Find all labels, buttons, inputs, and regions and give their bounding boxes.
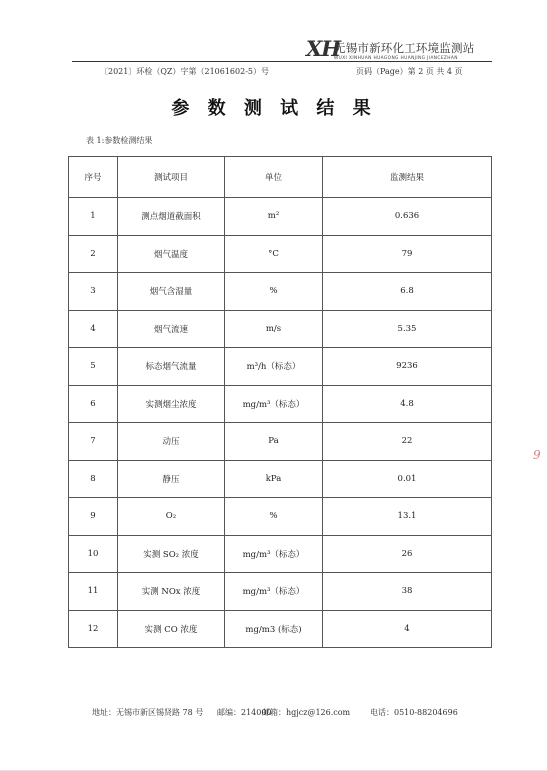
- table-row: [69, 498, 492, 536]
- footer-postcode: 邮编：214000: [217, 708, 272, 717]
- row-no: 4: [69, 310, 118, 348]
- document-title: 参 数 测 试 结 果: [171, 98, 377, 119]
- organization-pinyin: WUXI XINHUAN HUAGONG HUANJING JIANCEZHAN: [334, 56, 458, 61]
- row-unit: mg/m³（标态）: [225, 573, 323, 611]
- row-result: 38: [323, 573, 492, 611]
- row-unit: m/s: [225, 310, 323, 348]
- table-caption: 表 1:参数检测结果: [86, 136, 153, 145]
- margin-handwritten-mark: 9: [533, 448, 541, 462]
- row-unit: kPa: [225, 460, 323, 498]
- row-item: 动压: [118, 423, 225, 461]
- table-row: [69, 573, 492, 611]
- row-item: 实测 NOx 浓度: [118, 573, 225, 611]
- row-no: 10: [69, 535, 118, 573]
- column-header-result: 监测结果: [323, 157, 492, 198]
- logo-mark: XH: [306, 36, 341, 61]
- row-result: 5.35: [323, 310, 492, 348]
- table-row: [69, 273, 492, 311]
- column-header-item: 测试项目: [118, 157, 225, 198]
- row-item: 标态烟气流量: [118, 348, 225, 386]
- row-result: 13.1: [323, 498, 492, 536]
- row-result: 4.8: [323, 385, 492, 423]
- row-item: 实测烟尘浓度: [118, 385, 225, 423]
- row-unit: °C: [225, 235, 323, 273]
- table-row: [69, 310, 492, 348]
- row-item: 实测 CO 浓度: [118, 610, 225, 648]
- row-item: 测点烟道截面积: [118, 198, 225, 236]
- row-item: 烟气流速: [118, 310, 225, 348]
- row-unit: m³/h（标态）: [225, 348, 323, 386]
- footer-address: 地址：无锡市新区锡贤路 78 号: [92, 708, 204, 717]
- organization-name: 无锡市新环化工环境监测站: [334, 41, 475, 55]
- row-no: 1: [69, 198, 118, 236]
- table-row: [69, 535, 492, 573]
- row-no: 7: [69, 423, 118, 461]
- row-no: 5: [69, 348, 118, 386]
- table-row: [69, 235, 492, 273]
- row-item: 实测 SO₂ 浓度: [118, 535, 225, 573]
- row-result: 22: [323, 423, 492, 461]
- row-result: 6.8: [323, 273, 492, 311]
- row-unit: mg/m3 (标态): [225, 610, 323, 648]
- row-item: O₂: [118, 498, 225, 536]
- row-no: 6: [69, 385, 118, 423]
- row-item: 烟气温度: [118, 235, 225, 273]
- row-result: 0.636: [323, 198, 492, 236]
- table-row: [69, 423, 492, 461]
- row-result: 26: [323, 535, 492, 573]
- row-unit: Pa: [225, 423, 323, 461]
- row-item: 静压: [118, 460, 225, 498]
- table-row: [69, 385, 492, 423]
- row-no: 3: [69, 273, 118, 311]
- row-no: 11: [69, 573, 118, 611]
- row-result: 9236: [323, 348, 492, 386]
- row-no: 8: [69, 460, 118, 498]
- row-result: 79: [323, 235, 492, 273]
- table-row: [69, 348, 492, 386]
- table-header-row: [69, 157, 492, 198]
- row-unit: mg/m³（标态）: [225, 385, 323, 423]
- footer-phone: 电话：0510-88204696: [370, 708, 458, 717]
- header-rule: [72, 61, 492, 62]
- table-row: [69, 460, 492, 498]
- page-info: 页码（Page）第 2 页 共 4 页: [356, 67, 463, 76]
- row-unit: %: [225, 498, 323, 536]
- report-number: 〔2021〕环检（QZ）字第（21061602-5）号: [100, 67, 269, 76]
- row-no: 12: [69, 610, 118, 648]
- results-table: [68, 156, 492, 648]
- table-row: [69, 198, 492, 236]
- row-unit: %: [225, 273, 323, 311]
- row-no: 2: [69, 235, 118, 273]
- column-header-unit: 单位: [225, 157, 323, 198]
- footer-email: 邮箱：hgjcz@126.com: [262, 708, 351, 717]
- table-row: [69, 610, 492, 648]
- row-unit: m²: [225, 198, 323, 236]
- row-unit: mg/m³（标态）: [225, 535, 323, 573]
- row-result: 0.01: [323, 460, 492, 498]
- row-no: 9: [69, 498, 118, 536]
- row-item: 烟气含湿量: [118, 273, 225, 311]
- column-header-no: 序号: [69, 157, 118, 198]
- row-result: 4: [323, 610, 492, 648]
